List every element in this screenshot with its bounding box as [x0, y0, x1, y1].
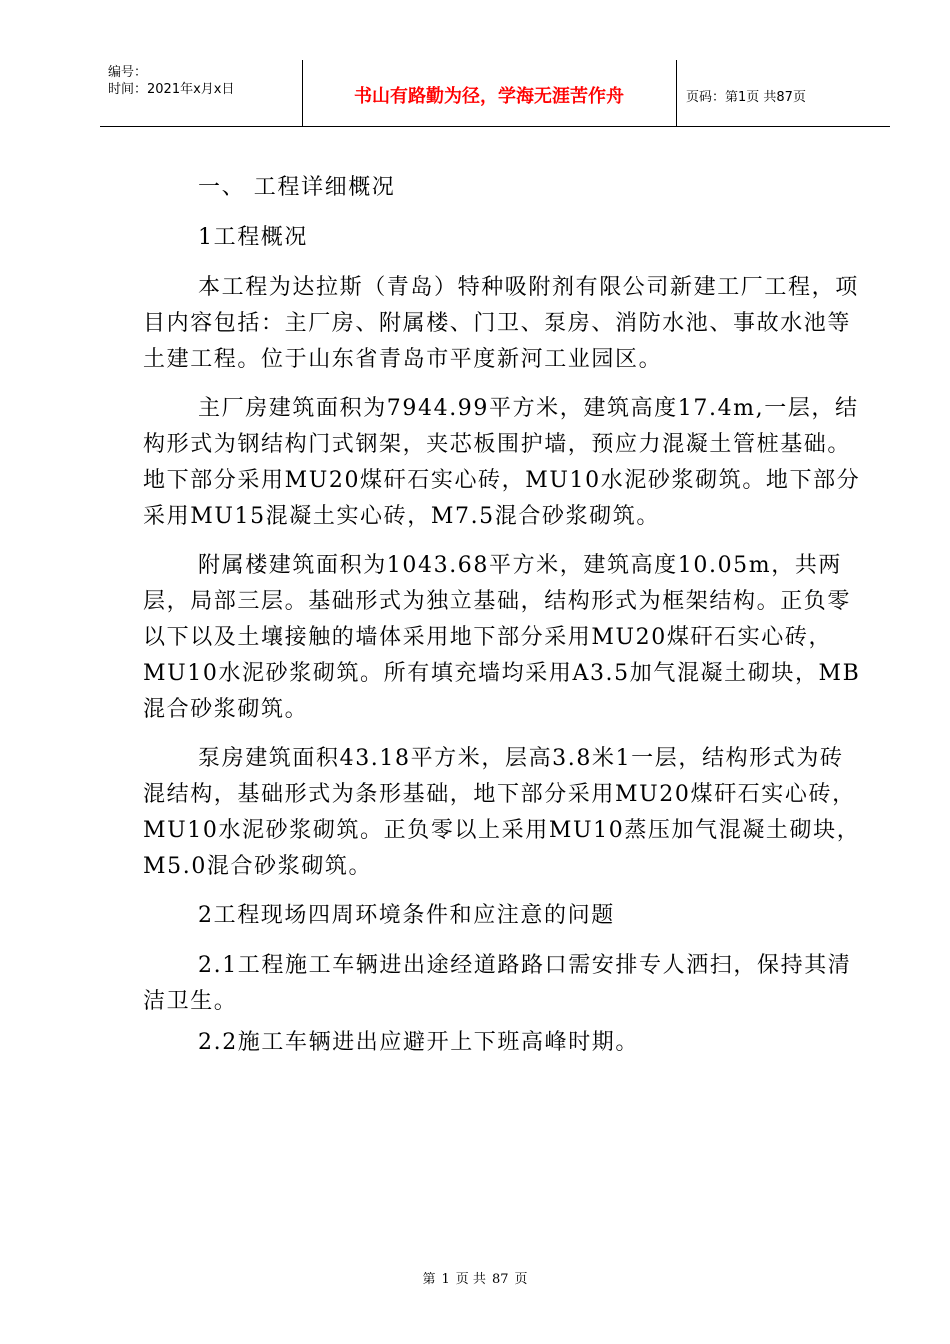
header-motto: 书山有路勤为径，学海无涯苦作舟: [354, 86, 624, 107]
paragraph-item-2-2: 2.2施工车辆进出应避开上下班高峰时期。: [198, 1030, 639, 1055]
subsection-title-1: 1工程概况: [198, 225, 308, 250]
time-label: 时间：2021年x月x日: [108, 82, 235, 97]
document-body: [143, 170, 863, 1066]
paragraph-item-2-1: 2.1工程施工车辆进出途经道路路口需安排专人洒扫，保持其清洁卫生。: [143, 953, 852, 1014]
subsection-title-2: 2工程现场四周环境条件和应注意的问题: [198, 903, 615, 928]
footer-prefix: 第: [422, 1272, 436, 1287]
section-title: 一、 工程详细概况: [198, 175, 396, 200]
footer-suffix: 页: [514, 1272, 528, 1287]
header-meta: [108, 64, 234, 98]
footer-total-pages: 87: [491, 1272, 509, 1287]
serial-label: 编号：: [108, 65, 148, 80]
paragraph-main-plant: 主厂房建筑面积为7944.99平方米，建筑高度17.4m,一层，结构形式为钢结构门式钢架，夹芯板围护墙，预应力混凝土管桩基础。地下部分采用MU20煤矸石实心砖，MU10水泥砂浆砌筑。地下部分采用MU15混凝土实心砖，M7.5混合砂浆砌筑。: [143, 396, 861, 529]
paragraph-pump-house: 泵房建筑面积43.18平方米，层高3.8米1一层，结构形式为砖混结构，基础形式为条形基础，地下部分采用MU20煤矸石实心砖，MU10水泥砂浆砌筑。正负零以上采用MU10蒸压加气混凝土砌块，M5.0混合砂浆砌筑。: [143, 746, 861, 879]
header-page-info: 页码：第1页 共87页: [686, 90, 806, 105]
paragraph-overview: 本工程为达拉斯（青岛）特种吸附剂有限公司新建工厂工程，项目内容包括：主厂房、附属楼、门卫、泵房、消防水池、事故水池等土建工程。位于山东省青岛市平度新河工业园区。: [143, 275, 859, 372]
header-bottom-rule: [100, 126, 890, 127]
paragraph-annex-building: 附属楼建筑面积为1043.68平方米，建筑高度10.05m，共两层，局部三层。基础形式为独立基础，结构形式为框架结构。正负零以下以及土壤接触的墙体采用地下部分采用MU20煤矸石实心砖，MU10水泥砂浆砌筑。所有填充墙均采用A3.5加气混凝土砌块，MB混合砂浆砌筑。: [143, 553, 861, 722]
page-footer: [0, 1268, 950, 1287]
page-header: [100, 60, 890, 127]
header-divider-right: [676, 60, 677, 127]
footer-page-number: 1: [441, 1272, 450, 1287]
footer-mid: 页 共: [455, 1272, 486, 1287]
